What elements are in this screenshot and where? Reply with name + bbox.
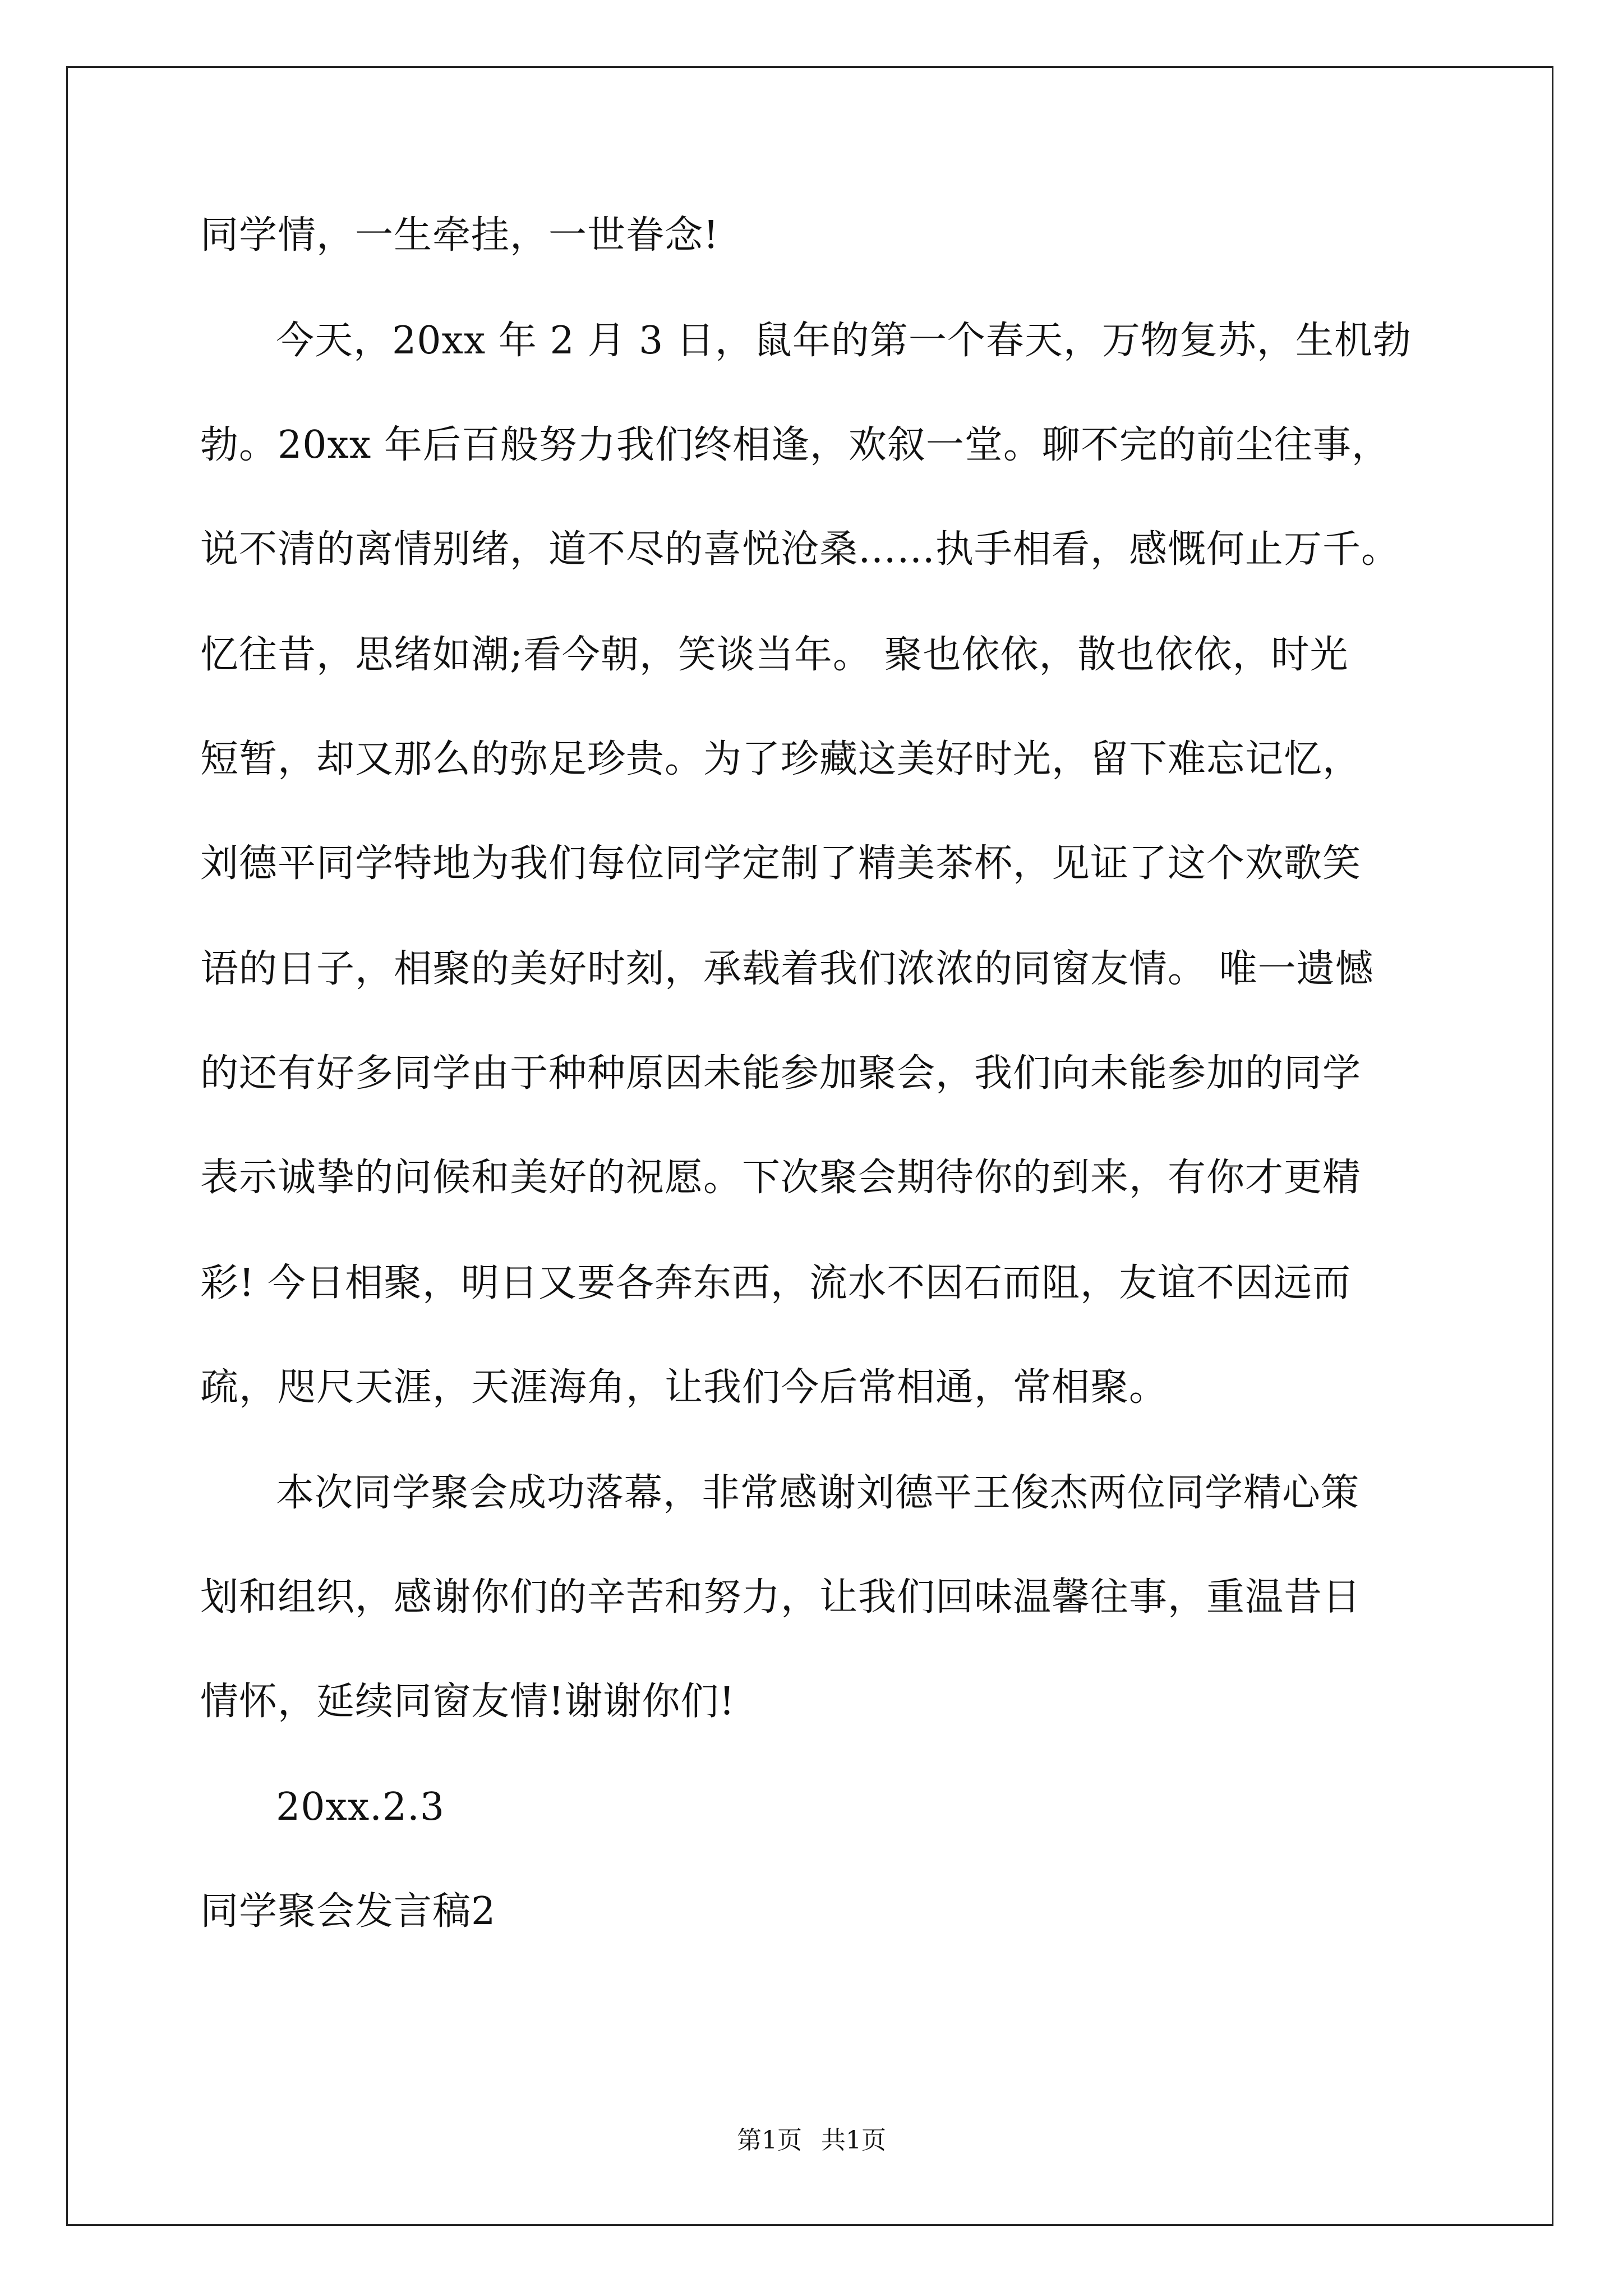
section-heading: 同学聚会发言稿2 [200, 1889, 496, 1934]
text-line-3: 勃。20xx 年后百般努力我们终相逢，欢叙一堂。聊不完的前尘往事， [200, 423, 1390, 467]
text-line-6: 短暂，却又那么的弥足珍贵。为了珍藏这美好时光，留下难忘记忆， [200, 737, 1362, 781]
text-line-14: 划和组织，感谢你们的辛苦和努力，让我们回味温馨往事，重温昔日 [200, 1575, 1362, 1619]
text-line-10: 表示诚挚的问候和美好的祝愿。下次聚会期待你的到来，有你才更精 [200, 1156, 1362, 1200]
current-page-label: 第1页 [737, 2126, 802, 2155]
text-line-9: 的还有好多同学由于种种原因未能参加聚会，我们向未能参加的同学 [200, 1051, 1362, 1096]
text-line-1: 同学情，一生牵挂，一世眷念! [200, 213, 720, 257]
text-line-2: 今天，20xx 年 2 月 3 日，鼠年的第一个春天，万物复苏，生机勃 [276, 319, 1412, 363]
total-pages-label: 共1页 [821, 2126, 886, 2155]
text-line-7: 刘德平同学特地为我们每位同学定制了精美茶杯，见证了这个欢歌笑 [200, 841, 1362, 886]
text-line-13: 本次同学聚会成功落幕，非常感谢刘德平王俊杰两位同学精心策 [276, 1471, 1360, 1515]
text-line-8: 语的日子，相聚的美好时刻，承载着我们浓浓的同窗友情。 唯一遗憾 [200, 947, 1374, 991]
text-line-4: 说不清的离情别绪，道不尽的喜悦沧桑……执手相看，感慨何止万千。 [200, 527, 1400, 572]
text-line-12: 疏，咫尺天涯，天涯海角，让我们今后常相通，常相聚。 [200, 1365, 1168, 1410]
page-footer [0, 2125, 1623, 2156]
text-line-15: 情怀，延续同窗友情!谢谢你们! [200, 1680, 735, 1724]
text-line-5: 忆往昔，思绪如潮;看今朝，笑谈当年。 聚也依依，散也依依，时光 [200, 633, 1349, 677]
date-line: 20xx.2.3 [276, 1785, 445, 1829]
text-line-11: 彩! 今日相聚，明日又要各奔东西，流水不因石而阻，友谊不因远而 [200, 1261, 1351, 1305]
